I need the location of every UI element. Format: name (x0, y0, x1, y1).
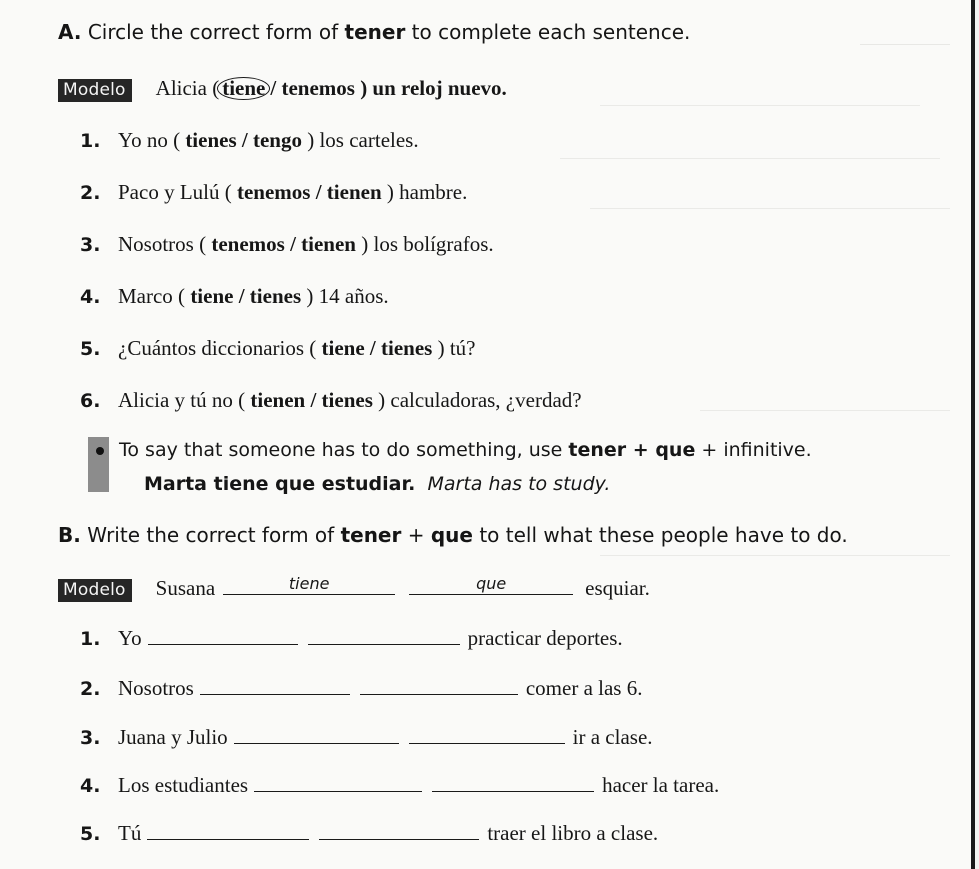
item-pre: Yo no ( (118, 128, 181, 152)
item-choices[interactable]: tenemos / tienen (206, 232, 362, 256)
note-sidebar (88, 437, 109, 492)
section-a-item (80, 284, 389, 309)
answer-blank-2[interactable] (432, 773, 594, 792)
modelo-subject: Susana (155, 576, 216, 600)
item-subject: Yo (118, 626, 142, 650)
answer-blank-2[interactable] (360, 676, 518, 695)
item-choices[interactable]: tienes / tengo (180, 128, 308, 152)
item-subject: Nosotros (118, 676, 194, 700)
modelo-badge: Modelo (58, 79, 132, 102)
item-number: 3. (80, 234, 101, 256)
item-post: ) hambre. (386, 180, 468, 204)
section-a-item (80, 128, 419, 153)
bullet-icon (96, 447, 104, 455)
item-number: 3. (80, 727, 101, 749)
answer-blank-2[interactable] (409, 725, 565, 744)
item-number: 4. (80, 775, 101, 797)
item-end: ir a clase. (572, 725, 653, 749)
modelo-answer-blank-2 (409, 576, 573, 595)
section-b-modelo (58, 576, 650, 602)
item-subject: Tú (118, 821, 142, 845)
item-number: 2. (80, 678, 101, 700)
section-b-letter: B. (58, 523, 81, 547)
instruction-text: + (401, 523, 431, 547)
item-number: 1. (80, 130, 101, 152)
section-b-item (80, 676, 642, 701)
item-end: traer el libro a clase. (487, 821, 659, 845)
note-text (119, 439, 812, 461)
section-a-instruction (58, 20, 690, 44)
item-pre: Alicia y tú no ( (118, 388, 246, 412)
section-b-item (80, 626, 623, 651)
modelo-end: esquiar. (585, 576, 650, 600)
answer-blank-1[interactable] (147, 821, 309, 840)
modelo-badge: Modelo (58, 579, 132, 602)
modelo-answer-1: tiene (288, 574, 330, 593)
answer-blank-1[interactable] (234, 725, 399, 744)
instruction-text: Write the correct form of (87, 523, 341, 547)
item-pre: Marco ( (118, 284, 186, 308)
item-end: comer a las 6. (525, 676, 643, 700)
item-number: 6. (80, 390, 101, 412)
section-a-item (80, 388, 582, 413)
modelo-post: / tenemos ) un reloj nuevo. (270, 76, 507, 100)
item-choices[interactable]: tenemos / tienen (231, 180, 387, 204)
note-text-bold: tener + que (568, 439, 696, 461)
instruction-text: to complete each sentence. (405, 20, 691, 44)
modelo-answer-blank-1 (223, 576, 395, 595)
item-number: 2. (80, 182, 101, 204)
instruction-keyword: tener (340, 523, 402, 547)
answer-blank-1[interactable] (148, 626, 298, 645)
item-post: ) los bolígrafos. (361, 232, 494, 256)
answer-blank-2[interactable] (319, 821, 479, 840)
item-choices[interactable]: tienen / tienes (245, 388, 379, 412)
answer-blank-1[interactable] (254, 773, 422, 792)
item-post: ) tú? (437, 336, 476, 360)
note-text-post: + infinitive. (695, 439, 812, 461)
item-number: 1. (80, 628, 101, 650)
instruction-keyword: tener (344, 20, 406, 44)
section-a-modelo (58, 76, 507, 102)
answer-blank-1[interactable] (200, 676, 350, 695)
section-b-item (80, 821, 658, 846)
item-pre: Paco y Lulú ( (118, 180, 232, 204)
item-subject: Juana y Julio (118, 725, 228, 749)
section-a-item (80, 336, 476, 361)
instruction-keyword: que (430, 523, 473, 547)
note-example-spanish: Marta tiene que estudiar. (144, 473, 416, 495)
item-end: hacer la tarea. (602, 773, 720, 797)
item-choices[interactable]: tiene / tienes (185, 284, 307, 308)
item-subject: Los estudiantes (118, 773, 249, 797)
modelo-pre: Alicia ( (155, 76, 220, 100)
answer-blank-2[interactable] (308, 626, 460, 645)
instruction-text: to tell what these people have to do. (472, 523, 848, 547)
item-number: 5. (80, 338, 101, 360)
section-b-item (80, 725, 653, 750)
item-number: 5. (80, 823, 101, 845)
item-number: 4. (80, 286, 101, 308)
modelo-sentence (156, 76, 507, 100)
note-example-english: Marta has to study. (427, 473, 611, 495)
modelo-answer-2: que (476, 574, 507, 593)
section-b-instruction (58, 523, 848, 547)
instruction-text: Circle the correct form of (87, 20, 345, 44)
item-pre: ¿Cuántos diccionarios ( (118, 336, 317, 360)
section-a-item (80, 232, 494, 257)
modelo-circled-answer: tiene (217, 77, 270, 100)
item-post: ) calculadoras, ¿verdad? (378, 388, 582, 412)
section-a-item (80, 180, 467, 205)
item-end: practicar deportes. (467, 626, 623, 650)
note-example (144, 473, 610, 495)
section-a-letter: A. (58, 20, 82, 44)
item-pre: Nosotros ( (118, 232, 207, 256)
note-text-pre: To say that someone has to do something, use (119, 439, 569, 461)
item-post: ) los carteles. (307, 128, 419, 152)
section-b-item (80, 773, 719, 798)
item-post: ) 14 años. (306, 284, 389, 308)
item-choices[interactable]: tiene / tienes (316, 336, 438, 360)
